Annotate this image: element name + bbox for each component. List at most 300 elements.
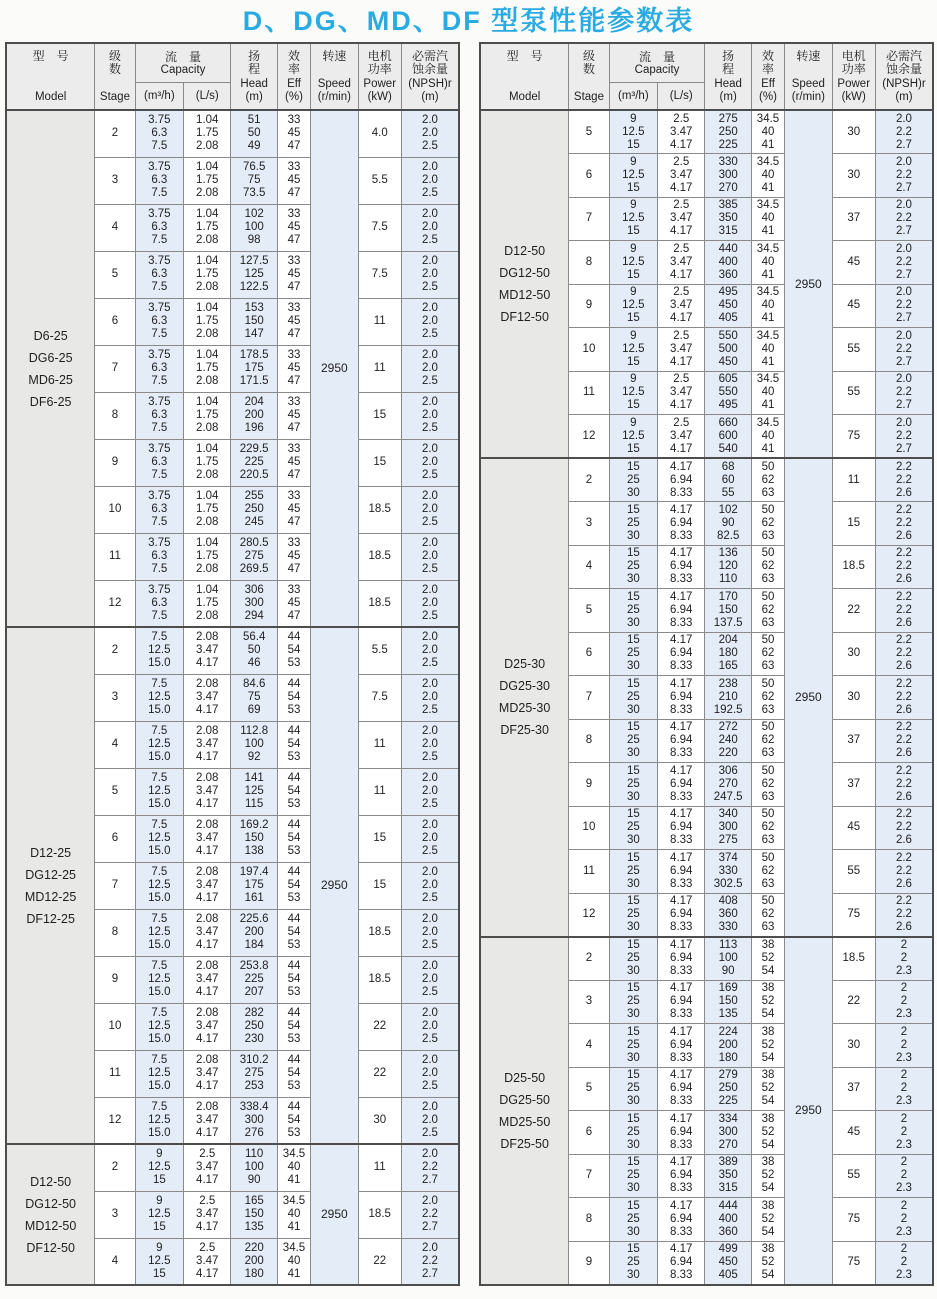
eff-line: 44 xyxy=(287,631,301,644)
capacity-ls-line: 4.17 xyxy=(670,808,693,821)
eff-line: 41 xyxy=(287,1267,301,1280)
head-line: 330 xyxy=(718,921,738,933)
header-en-line: Speed xyxy=(317,77,351,90)
stage-cell: 7 xyxy=(95,862,135,909)
capacity-m3h-line: 12.5 xyxy=(622,168,645,181)
header-en-line: Head xyxy=(714,77,742,90)
capacity-ls-line: 2.5 xyxy=(199,1148,216,1161)
capacity-m3h-line: 6.3 xyxy=(151,174,168,186)
npsh-line: 2.0 xyxy=(421,583,438,596)
head-line: 240 xyxy=(718,734,738,747)
capacity-ls-line: 6.94 xyxy=(670,1082,693,1095)
stage-cell: 12 xyxy=(95,580,135,627)
head-line: 200 xyxy=(244,926,264,938)
eff-line: 54 xyxy=(287,1113,301,1126)
stage-cell: 10 xyxy=(95,486,135,533)
capacity-ls-line: 6.94 xyxy=(670,908,693,920)
eff-line: 34.5 xyxy=(756,373,780,386)
eff-line: 62 xyxy=(761,908,775,920)
power-cell: 30 xyxy=(832,632,875,676)
eff-line: 45 xyxy=(287,503,301,515)
head-line: 125 xyxy=(244,785,264,797)
capacity-ls-line: 4.17 xyxy=(670,590,693,603)
head-line: 75 xyxy=(247,174,261,186)
head-line: 250 xyxy=(718,125,738,138)
model-label: DF25-30 xyxy=(500,723,549,738)
npsh-line: 2.6 xyxy=(895,573,912,586)
stage-cell: 5 xyxy=(569,1067,609,1111)
capacity-ls-line: 6.94 xyxy=(670,1038,693,1051)
npsh-line: 2.7 xyxy=(895,138,912,151)
capacity-ls-cell xyxy=(184,674,231,721)
head-cell xyxy=(705,850,751,894)
head-cell xyxy=(231,1050,277,1097)
col-header-stage-cn xyxy=(95,50,134,76)
head-line: 49 xyxy=(247,140,261,153)
head-cell xyxy=(231,439,277,486)
npsh-line: 2.0 xyxy=(421,255,438,267)
head-line: 389 xyxy=(718,1156,738,1169)
capacity-ls-line: 4.17 xyxy=(670,851,693,864)
power-cell: 45 xyxy=(832,241,875,285)
npsh-cell xyxy=(875,110,933,154)
power-cell: 18.5 xyxy=(358,533,401,580)
header-cn-line: 率 xyxy=(761,61,774,76)
capacity-m3h-line: 7.5 xyxy=(151,609,168,622)
capacity-m3h-line: 30 xyxy=(626,1182,640,1195)
header-en-line: (r/min) xyxy=(791,90,825,103)
capacity-m3h-cell xyxy=(609,980,657,1024)
capacity-ls-line: 1.75 xyxy=(196,174,219,186)
capacity-m3h-line: 7.5 xyxy=(151,960,168,972)
head-line: 250 xyxy=(244,1020,264,1032)
head-line: 200 xyxy=(718,1038,738,1051)
npsh-line: 2.0 xyxy=(421,362,438,374)
eff-line: 53 xyxy=(287,704,301,716)
head-line: 253.8 xyxy=(239,960,269,972)
head-line: 69 xyxy=(247,704,261,716)
head-line: 110 xyxy=(244,1148,264,1161)
head-line: 150 xyxy=(718,603,738,616)
head-line: 229.5 xyxy=(239,443,269,455)
capacity-ls-line: 2.5 xyxy=(673,155,690,168)
eff-line: 47 xyxy=(287,469,301,481)
capacity-ls-line: 4.17 xyxy=(196,1221,219,1233)
capacity-ls-line: 1.75 xyxy=(196,503,219,515)
npsh-cell xyxy=(401,1050,459,1097)
capacity-m3h-cell xyxy=(135,627,183,674)
header-en-line: (NPSH)r xyxy=(882,77,926,90)
capacity-ls-line: 4.17 xyxy=(670,268,693,281)
eff-cell xyxy=(277,1097,310,1144)
header-en-line: Eff xyxy=(761,77,775,90)
capacity-m3h-line: 9 xyxy=(156,1195,163,1207)
npsh-line: 2.0 xyxy=(421,725,438,737)
power-cell: 11 xyxy=(358,721,401,768)
capacity-ls-line: 4.17 xyxy=(670,1069,693,1082)
npsh-line: 2.0 xyxy=(421,866,438,878)
head-line: 180 xyxy=(718,647,738,660)
capacity-ls-line: 4.17 xyxy=(670,503,693,516)
col-header-eff-wrap xyxy=(752,47,784,107)
capacity-m3h-line: 9 xyxy=(630,373,637,386)
head-line: 300 xyxy=(244,596,264,609)
npsh-cell xyxy=(875,763,933,807)
head-cell xyxy=(231,580,277,627)
head-line: 300 xyxy=(718,821,738,834)
capacity-m3h-line: 7.5 xyxy=(151,187,168,199)
head-line: 540 xyxy=(718,442,738,455)
eff-line: 63 xyxy=(761,529,775,542)
capacity-ls-line: 1.75 xyxy=(196,127,219,140)
npsh-line: 2.0 xyxy=(421,161,438,173)
eff-line: 54 xyxy=(287,1067,301,1079)
head-line: 138 xyxy=(244,845,264,857)
capacity-ls-cell xyxy=(184,345,231,392)
capacity-ls-line: 2.08 xyxy=(196,328,219,340)
capacity-m3h-line: 7.5 xyxy=(151,866,168,878)
npsh-line: 2.2 xyxy=(895,908,912,920)
npsh-line: 2.0 xyxy=(421,1148,438,1161)
npsh-line: 2.0 xyxy=(421,1007,438,1019)
capacity-ls-line: 8.33 xyxy=(670,1051,693,1064)
power-cell: 37 xyxy=(832,1067,875,1111)
col-header-stage-cn xyxy=(569,50,608,76)
power-cell: 30 xyxy=(832,676,875,720)
eff-line: 33 xyxy=(287,349,301,361)
capacity-m3h-line: 25 xyxy=(626,734,640,747)
capacity-ls-line: 3.47 xyxy=(670,125,693,138)
npsh-line: 2.2 xyxy=(421,1161,438,1174)
capacity-m3h-cell xyxy=(609,545,657,589)
eff-line: 62 xyxy=(761,603,775,616)
npsh-line: 2.6 xyxy=(895,877,912,890)
stage-cell: 12 xyxy=(569,415,609,459)
capacity-ls-line: 2.08 xyxy=(196,469,219,481)
eff-line: 38 xyxy=(761,1156,775,1169)
capacity-m3h-line: 30 xyxy=(626,660,640,673)
eff-line: 45 xyxy=(287,550,301,562)
capacity-m3h-cell xyxy=(609,241,657,285)
npsh-line: 2.2 xyxy=(895,516,912,529)
eff-line: 52 xyxy=(761,1082,775,1095)
capacity-m3h-cell xyxy=(609,1024,657,1068)
speed-cell: 2950 xyxy=(785,110,832,458)
npsh-line: 2.0 xyxy=(421,174,438,186)
header-cn-line: 型 号 xyxy=(506,48,543,63)
capacity-ls-line: 8.33 xyxy=(670,921,693,933)
head-line: 169 xyxy=(718,982,738,995)
npsh-line: 2.0 xyxy=(421,1020,438,1032)
power-cell: 11 xyxy=(358,1144,401,1191)
col-header-power-en xyxy=(833,78,875,104)
capacity-ls-line: 4.17 xyxy=(670,138,693,151)
capacity-m3h-line: 3.75 xyxy=(148,114,171,127)
capacity-m3h-line: 12.5 xyxy=(622,255,645,268)
head-cell xyxy=(231,157,277,204)
npsh-cell xyxy=(401,1238,459,1285)
head-line: 180 xyxy=(244,1267,264,1280)
power-cell: 37 xyxy=(832,719,875,763)
eff-cell xyxy=(277,110,310,157)
header-en-line: (r/min) xyxy=(317,90,351,103)
capacity-ls-cell xyxy=(658,284,705,328)
speed-cell: 2950 xyxy=(311,1144,358,1285)
capacity-ls-line: 2.08 xyxy=(196,866,219,878)
capacity-ls-line: 6.94 xyxy=(670,473,693,486)
npsh-line: 2.0 xyxy=(421,738,438,750)
head-line: 605 xyxy=(718,373,738,386)
power-cell: 30 xyxy=(832,1024,875,1068)
npsh-line: 2 xyxy=(900,939,908,951)
capacity-ls-line: 2.08 xyxy=(196,281,219,293)
head-line: 82.5 xyxy=(716,529,740,542)
capacity-m3h-line: 25 xyxy=(626,1256,640,1268)
head-line: 51 xyxy=(247,114,261,127)
head-line: 450 xyxy=(718,1256,738,1268)
stage-cell: 2 xyxy=(569,937,609,981)
capacity-ls-cell xyxy=(184,580,231,627)
head-line: 171.5 xyxy=(239,375,269,387)
col-header-power-wrap xyxy=(359,47,401,107)
eff-line: 40 xyxy=(761,299,775,312)
col-header-model-cn xyxy=(481,50,568,63)
capacity-m3h-cell xyxy=(135,157,183,204)
capacity-ls-line: 2.08 xyxy=(196,631,219,644)
head-line: 100 xyxy=(244,1161,264,1174)
eff-cell xyxy=(277,768,310,815)
eff-cell xyxy=(751,980,784,1024)
model-label: DG25-30 xyxy=(499,679,550,694)
eff-line: 44 xyxy=(287,772,301,784)
eff-cell xyxy=(751,458,784,502)
head-cell xyxy=(705,1198,751,1242)
eff-cell xyxy=(751,197,784,241)
col-header-power xyxy=(832,43,875,110)
npsh-cell xyxy=(875,241,933,285)
eff-cell xyxy=(277,1238,310,1285)
eff-line: 54 xyxy=(287,738,301,750)
eff-line: 41 xyxy=(761,138,775,151)
npsh-cell xyxy=(875,458,933,502)
col-header-capacity xyxy=(609,43,705,83)
eff-line: 38 xyxy=(761,1112,775,1125)
head-cell xyxy=(231,1191,277,1238)
eff-line: 54 xyxy=(761,1095,775,1108)
eff-line: 52 xyxy=(761,1256,775,1268)
capacity-ls-line: 4.17 xyxy=(670,895,693,907)
stage-cell: 3 xyxy=(95,157,135,204)
model-label: D6-25 xyxy=(33,328,68,343)
npsh-line: 2.7 xyxy=(895,225,912,238)
capacity-ls-cell xyxy=(658,937,705,981)
capacity-m3h-line: 6.3 xyxy=(151,221,168,233)
npsh-line: 2 xyxy=(900,1256,908,1268)
capacity-m3h-line: 30 xyxy=(626,834,640,847)
capacity-m3h-cell xyxy=(135,1050,183,1097)
capacity-m3h-line: 3.75 xyxy=(148,396,171,408)
npsh-line: 2.0 xyxy=(421,490,438,502)
npsh-cell xyxy=(401,1003,459,1050)
capacity-ls-line: 4.17 xyxy=(670,721,693,734)
capacity-m3h-line: 12.5 xyxy=(622,212,645,225)
head-line: 225 xyxy=(718,138,738,151)
stage-cell: 7 xyxy=(95,345,135,392)
capacity-ls-line: 2.08 xyxy=(196,960,219,972)
npsh-line: 2.2 xyxy=(895,690,912,703)
capacity-m3h-line: 30 xyxy=(626,1095,640,1108)
col-header-eff xyxy=(277,43,310,110)
capacity-m3h-line: 12.5 xyxy=(148,973,171,985)
head-cell xyxy=(705,545,751,589)
eff-cell xyxy=(277,580,310,627)
head-cell xyxy=(705,980,751,1024)
npsh-cell xyxy=(401,204,459,251)
capacity-m3h-line: 30 xyxy=(626,1051,640,1064)
npsh-cell xyxy=(401,533,459,580)
head-line: 102 xyxy=(718,503,738,516)
capacity-ls-cell xyxy=(658,241,705,285)
stage-cell: 4 xyxy=(95,1238,135,1285)
head-line: 169.2 xyxy=(239,819,269,831)
eff-line: 52 xyxy=(761,1169,775,1182)
power-cell: 22 xyxy=(832,589,875,633)
capacity-ls-line: 3.47 xyxy=(196,879,219,891)
npsh-line: 2.5 xyxy=(421,657,438,670)
stage-cell: 9 xyxy=(569,1241,609,1285)
capacity-m3h-cell xyxy=(609,1067,657,1111)
model-cell xyxy=(6,627,95,1144)
col-header-speed-wrap xyxy=(311,47,357,107)
model-label: DG12-50 xyxy=(499,266,550,280)
head-line: 300 xyxy=(244,1113,264,1126)
npsh-line: 2.7 xyxy=(421,1174,438,1187)
capacity-ls-line: 3.47 xyxy=(196,926,219,938)
capacity-m3h-line: 6.3 xyxy=(151,127,168,140)
eff-line: 34.5 xyxy=(756,199,780,212)
head-cell xyxy=(705,415,751,459)
npsh-line: 2.0 xyxy=(421,596,438,609)
model-cell xyxy=(480,937,569,1285)
capacity-m3h-cell xyxy=(609,110,657,154)
col-header-power xyxy=(358,43,401,110)
npsh-line: 2.0 xyxy=(421,1241,438,1254)
head-cell xyxy=(705,154,751,198)
header-en-line: (m) xyxy=(245,90,263,103)
capacity-m3h-cell xyxy=(135,439,183,486)
stage-cell: 10 xyxy=(569,806,609,850)
stage-cell: 9 xyxy=(569,284,609,328)
eff-line: 62 xyxy=(761,516,775,529)
capacity-m3h-line: 25 xyxy=(626,603,640,616)
eff-line: 53 xyxy=(287,751,301,763)
capacity-ls-line: 1.75 xyxy=(196,596,219,609)
eff-cell xyxy=(277,345,310,392)
head-cell xyxy=(705,937,751,981)
eff-line: 53 xyxy=(287,1080,301,1092)
capacity-m3h-line: 3.75 xyxy=(148,161,171,173)
eff-line: 47 xyxy=(287,281,301,293)
capacity-ls-line: 2.08 xyxy=(196,913,219,925)
capacity-ls-line: 3.47 xyxy=(670,168,693,181)
header-cn-line: 级 xyxy=(108,48,121,63)
eff-line: 63 xyxy=(761,790,775,803)
capacity-ls-line: 2.08 xyxy=(196,234,219,246)
capacity-m3h-cell xyxy=(135,1097,183,1144)
eff-line: 33 xyxy=(287,490,301,502)
capacity-m3h-line: 12.5 xyxy=(622,429,645,442)
head-line: 102 xyxy=(244,208,264,220)
head-line: 122.5 xyxy=(239,281,269,293)
capacity-ls-line: 6.94 xyxy=(670,560,693,573)
capacity-ls-line: 6.94 xyxy=(670,995,693,1008)
eff-cell xyxy=(277,533,310,580)
eff-line: 44 xyxy=(287,1054,301,1066)
npsh-line: 2.0 xyxy=(895,329,912,342)
eff-line: 62 xyxy=(761,560,775,573)
npsh-line: 2 xyxy=(900,1243,908,1255)
eff-line: 63 xyxy=(761,616,775,629)
npsh-line: 2.2 xyxy=(895,473,912,486)
eff-line: 54 xyxy=(761,1138,775,1151)
capacity-m3h-cell xyxy=(135,392,183,439)
capacity-m3h-cell xyxy=(609,589,657,633)
power-cell: 22 xyxy=(358,1003,401,1050)
stage-cell: 4 xyxy=(569,1024,609,1068)
capacity-ls-line: 2.5 xyxy=(673,199,690,212)
npsh-line: 2.0 xyxy=(421,456,438,468)
header-cn-line: 转速 xyxy=(322,48,347,63)
npsh-line: 2.0 xyxy=(421,772,438,784)
capacity-ls-cell xyxy=(184,251,231,298)
capacity-ls-line: 8.33 xyxy=(670,1269,693,1281)
npsh-line: 2.2 xyxy=(421,1208,438,1220)
power-cell: 45 xyxy=(832,284,875,328)
eff-cell xyxy=(751,589,784,633)
head-line: 276 xyxy=(244,1126,264,1139)
model-label: D25-50 xyxy=(504,1070,546,1085)
capacity-m3h-line: 9 xyxy=(630,155,637,168)
model-cell xyxy=(6,110,95,627)
stage-cell: 5 xyxy=(95,251,135,298)
eff-line: 40 xyxy=(761,429,775,442)
header-cn-line: 级 xyxy=(582,48,595,63)
capacity-m3h-line: 12.5 xyxy=(622,342,645,355)
capacity-ls-line: 3.47 xyxy=(196,1020,219,1032)
power-cell: 75 xyxy=(832,415,875,459)
stage-cell: 6 xyxy=(569,632,609,676)
capacity-ls-line: 1.04 xyxy=(196,443,219,455)
head-line: 165 xyxy=(244,1195,264,1207)
eff-line: 53 xyxy=(287,845,301,857)
capacity-ls-cell xyxy=(658,676,705,720)
capacity-ls-cell xyxy=(658,1154,705,1198)
col-header-capacity-en: Capacity xyxy=(160,63,206,76)
capacity-m3h-line: 12.5 xyxy=(148,644,171,657)
power-cell: 15 xyxy=(832,502,875,546)
capacity-m3h-line: 7.5 xyxy=(151,1054,168,1066)
capacity-m3h-line: 3.75 xyxy=(148,583,171,596)
capacity-ls-cell xyxy=(184,204,231,251)
head-line: 175 xyxy=(244,362,264,374)
header-en-line: (m) xyxy=(719,90,737,103)
npsh-cell xyxy=(875,502,933,546)
capacity-ls-line: 8.33 xyxy=(670,616,693,629)
eff-line: 41 xyxy=(287,1174,301,1187)
capacity-ls-line: 4.17 xyxy=(196,1267,219,1280)
col-header-head-wrap xyxy=(705,47,750,107)
eff-line: 45 xyxy=(287,315,301,327)
